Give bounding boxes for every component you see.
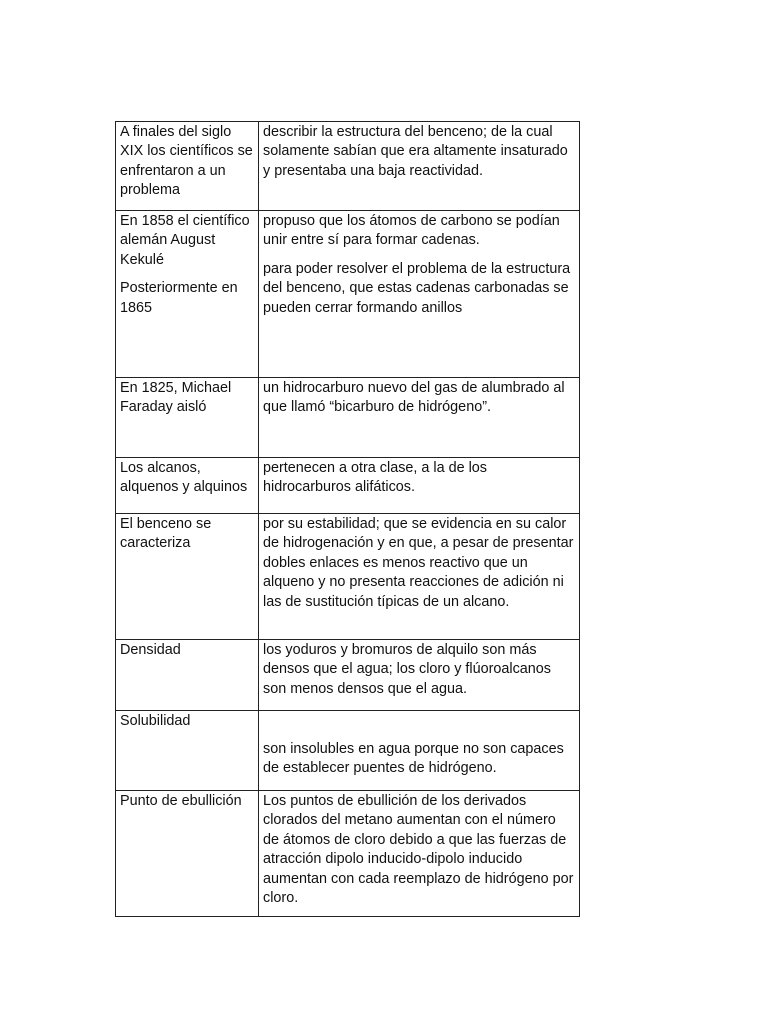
cell-text: pertenecen a otra clase, a la de los hidrocarburos alifáticos.: [263, 460, 487, 496]
cell-text: El benceno se caracteriza: [120, 516, 212, 552]
term-cell: [116, 514, 259, 640]
definition-cell: [259, 211, 580, 378]
table-row: [116, 378, 580, 458]
cell-text: un hidrocarburo nuevo del gas de alumbrado al que llamó “bicarburo de hidrógeno”.: [263, 380, 565, 416]
cell-text: Densidad: [120, 642, 181, 658]
table-row: [116, 640, 580, 711]
definition-cell: [259, 640, 580, 711]
table-row: [116, 458, 580, 514]
term-cell: [116, 791, 259, 917]
cell-text: describir la estructura del benceno; de la cual solamente sabían que era altamente insaturado y presentaba una baja reactividad.: [263, 124, 568, 179]
table-row: [116, 711, 580, 791]
cell-text: son insolubles en agua porque no son capaces de establecer puentes de hidrógeno.: [263, 741, 564, 777]
cell-text: Los alcanos, alquenos y alquinos: [120, 460, 248, 496]
definition-cell: [259, 122, 580, 211]
table-row: [116, 211, 580, 378]
cell-text: los yoduros y bromuros de alquilo son más densos que el agua; los cloro y flúoroalcanos son menos densos que el agua.: [263, 642, 551, 697]
cell-text: Punto de ebullición: [120, 793, 242, 809]
definition-cell: [259, 711, 580, 791]
term-cell: [116, 211, 259, 378]
cell-text: A finales del siglo XIX los científicos se enfrentaron a un problema: [120, 124, 253, 199]
term-cell: [116, 122, 259, 211]
term-cell: [116, 640, 259, 711]
cell-text: por su estabilidad; que se evidencia en su calor de hidrogenación y en que, a pesar de presentar dobles enlaces es menos reactivo que un alqueno y no presenta reacciones de adición ni las de sustitución típicas de un alcano.: [263, 516, 574, 610]
cell-text: propuso que los átomos de carbono se podían unir entre sí para formar cadenas.: [263, 213, 560, 249]
table-row: [116, 791, 580, 917]
cell-text: En 1858 el científico alemán August Kekulé: [120, 213, 250, 268]
term-cell: [116, 711, 259, 791]
table-row: [116, 514, 580, 640]
cell-text: para poder resolver el problema de la estructura del benceno, que estas cadenas carbonadas se pueden cerrar formando anillos: [263, 260, 571, 316]
term-cell: [116, 458, 259, 514]
table-row: [116, 122, 580, 211]
definition-cell: [259, 378, 580, 458]
cell-text: Solubilidad: [120, 713, 191, 729]
content-table: [115, 121, 580, 917]
definition-cell: [259, 458, 580, 514]
definition-cell: [259, 791, 580, 917]
term-cell: [116, 378, 259, 458]
cell-text: Los puntos de ebullición de los derivados clorados del metano aumentan con el número de átomos de cloro debido a que las fuerzas de atracción dipolo inducido-dipolo inducido aumentan con cada reemplazo de hidrógeno por cloro.: [263, 793, 574, 907]
cell-text: Posteriormente en 1865: [120, 280, 238, 316]
cell-text: En 1825, Michael Faraday aisló: [120, 380, 232, 416]
definition-cell: [259, 514, 580, 640]
